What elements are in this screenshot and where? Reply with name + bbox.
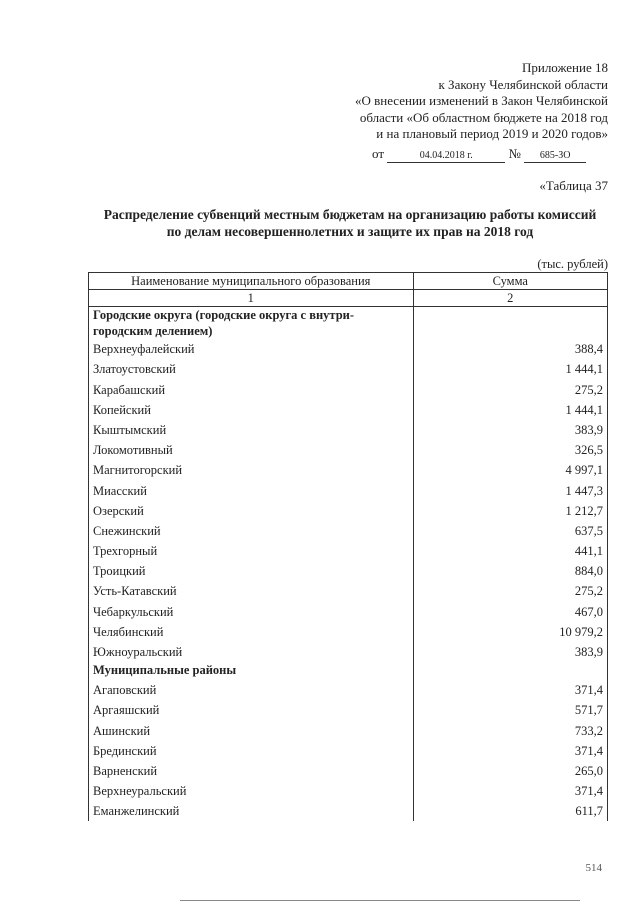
- table-row: [89, 379, 608, 399]
- municipality-name: Златоустовский: [89, 359, 414, 379]
- table-row: [89, 761, 608, 781]
- subvention-amount: 265,0: [413, 761, 607, 781]
- appendix-line-2: к Закону Челябинской области: [438, 76, 608, 92]
- table-row: [89, 801, 608, 821]
- municipality-name: Агаповский: [89, 680, 414, 700]
- table-row: [89, 680, 608, 700]
- appendix-header: [355, 60, 608, 143]
- municipality-name: Локомотивный: [89, 440, 414, 460]
- bottom-rule: [180, 900, 580, 901]
- table-row: [89, 720, 608, 740]
- table-row: [89, 501, 608, 521]
- municipality-name: Усть-Катавский: [89, 581, 414, 601]
- table-row: [89, 420, 608, 440]
- table-row: [89, 521, 608, 541]
- subvention-amount: 371,4: [413, 741, 607, 761]
- municipality-name: Челябинский: [89, 622, 414, 642]
- municipality-name: Аргаяшский: [89, 700, 414, 720]
- subventions-table: [88, 272, 608, 821]
- appendix-line-5: и на плановый период 2019 и 2020 годов»: [376, 126, 608, 141]
- group-1-title-line-2: городским делением): [93, 324, 213, 338]
- column-number-row: [89, 290, 608, 307]
- municipality-name: Миасский: [89, 480, 414, 500]
- municipality-name: Кыштымский: [89, 420, 414, 440]
- subvention-amount: 326,5: [413, 440, 607, 460]
- table-row: [89, 541, 608, 561]
- municipality-name: Южноуральский: [89, 642, 414, 662]
- municipality-name: Еманжелинский: [89, 801, 414, 821]
- subvention-amount: 371,4: [413, 680, 607, 700]
- subvention-amount: 275,2: [413, 379, 607, 399]
- subvention-amount: 1 444,1: [413, 400, 607, 420]
- group-header-municipal-districts: [89, 662, 608, 680]
- column-number-1: 1: [89, 290, 414, 307]
- title-line-2: по делам несовершеннолетних и защите их прав на 2018 год: [166, 224, 534, 239]
- document-title: [60, 206, 640, 240]
- subvention-amount: 884,0: [413, 561, 607, 581]
- table-row: [89, 700, 608, 720]
- municipality-name: Верхнеуфалейский: [89, 339, 414, 359]
- law-number: 685-ЗО: [524, 150, 586, 163]
- table-row: [89, 339, 608, 359]
- units-label: (тыс. рублей): [537, 257, 608, 271]
- group-1-title-line-1: Городские округа (городские округа с внутри-: [93, 308, 355, 322]
- number-label: №: [508, 146, 521, 161]
- municipality-name: Троицкий: [89, 561, 414, 581]
- group-2-title: Муниципальные районы: [89, 662, 414, 680]
- table-row: [89, 460, 608, 480]
- municipality-name: Магнитогорский: [89, 460, 414, 480]
- subvention-amount: 441,1: [413, 541, 607, 561]
- column-header-sum: Сумма: [413, 273, 607, 290]
- table-row: [89, 622, 608, 642]
- subvention-amount: 371,4: [413, 781, 607, 801]
- law-date: 04.04.2018 г.: [387, 150, 505, 163]
- subvention-amount: 1 212,7: [413, 501, 607, 521]
- subvention-amount: 733,2: [413, 720, 607, 740]
- subvention-amount: 275,2: [413, 581, 607, 601]
- table-row: [89, 400, 608, 420]
- group-header-urban-districts: [89, 307, 608, 340]
- subvention-amount: 388,4: [413, 339, 607, 359]
- subvention-amount: 4 997,1: [413, 460, 607, 480]
- from-label: от: [372, 146, 385, 161]
- subvention-amount: 637,5: [413, 521, 607, 541]
- subvention-amount: 467,0: [413, 601, 607, 621]
- appendix-line-3: «О внесении изменений в Закон Челябинской: [354, 93, 608, 108]
- table-row: [89, 480, 608, 500]
- table-row: [89, 781, 608, 801]
- municipality-name: Ашинский: [89, 720, 414, 740]
- municipality-name: Карабашский: [89, 379, 414, 399]
- page-number: 514: [585, 862, 602, 874]
- municipality-name: Варненский: [89, 761, 414, 781]
- title-line-1: Распределение субвенций местным бюджетам на организацию работы комиссий: [103, 207, 597, 222]
- appendix-line-1: Приложение 18: [521, 60, 608, 75]
- table-header-row: [89, 273, 608, 290]
- subvention-amount: 383,9: [413, 642, 607, 662]
- table-row: [89, 642, 608, 662]
- law-date-number: [372, 146, 586, 163]
- column-header-name: Наименование муниципального образования: [89, 273, 414, 290]
- subvention-amount: 611,7: [413, 801, 607, 821]
- municipality-name: Брединский: [89, 741, 414, 761]
- municipality-name: Чебаркульский: [89, 601, 414, 621]
- subvention-amount: 383,9: [413, 420, 607, 440]
- subvention-amount: 571,7: [413, 700, 607, 720]
- column-number-2: 2: [413, 290, 607, 307]
- appendix-line-4: области «Об областном бюджете на 2018 год: [359, 109, 608, 125]
- municipality-name: Трехгорный: [89, 541, 414, 561]
- table-row: [89, 359, 608, 379]
- municipality-name: Копейский: [89, 400, 414, 420]
- subvention-amount: 1 444,1: [413, 359, 607, 379]
- municipality-name: Озерский: [89, 501, 414, 521]
- subvention-amount: 10 979,2: [413, 622, 607, 642]
- table-row: [89, 601, 608, 621]
- table-row: [89, 561, 608, 581]
- municipality-name: Верхнеуральский: [89, 781, 414, 801]
- table-row: [89, 440, 608, 460]
- table-row: [89, 741, 608, 761]
- municipality-name: Снежинский: [89, 521, 414, 541]
- table-label: «Таблица 37: [539, 178, 608, 193]
- subvention-amount: 1 447,3: [413, 480, 607, 500]
- table-row: [89, 581, 608, 601]
